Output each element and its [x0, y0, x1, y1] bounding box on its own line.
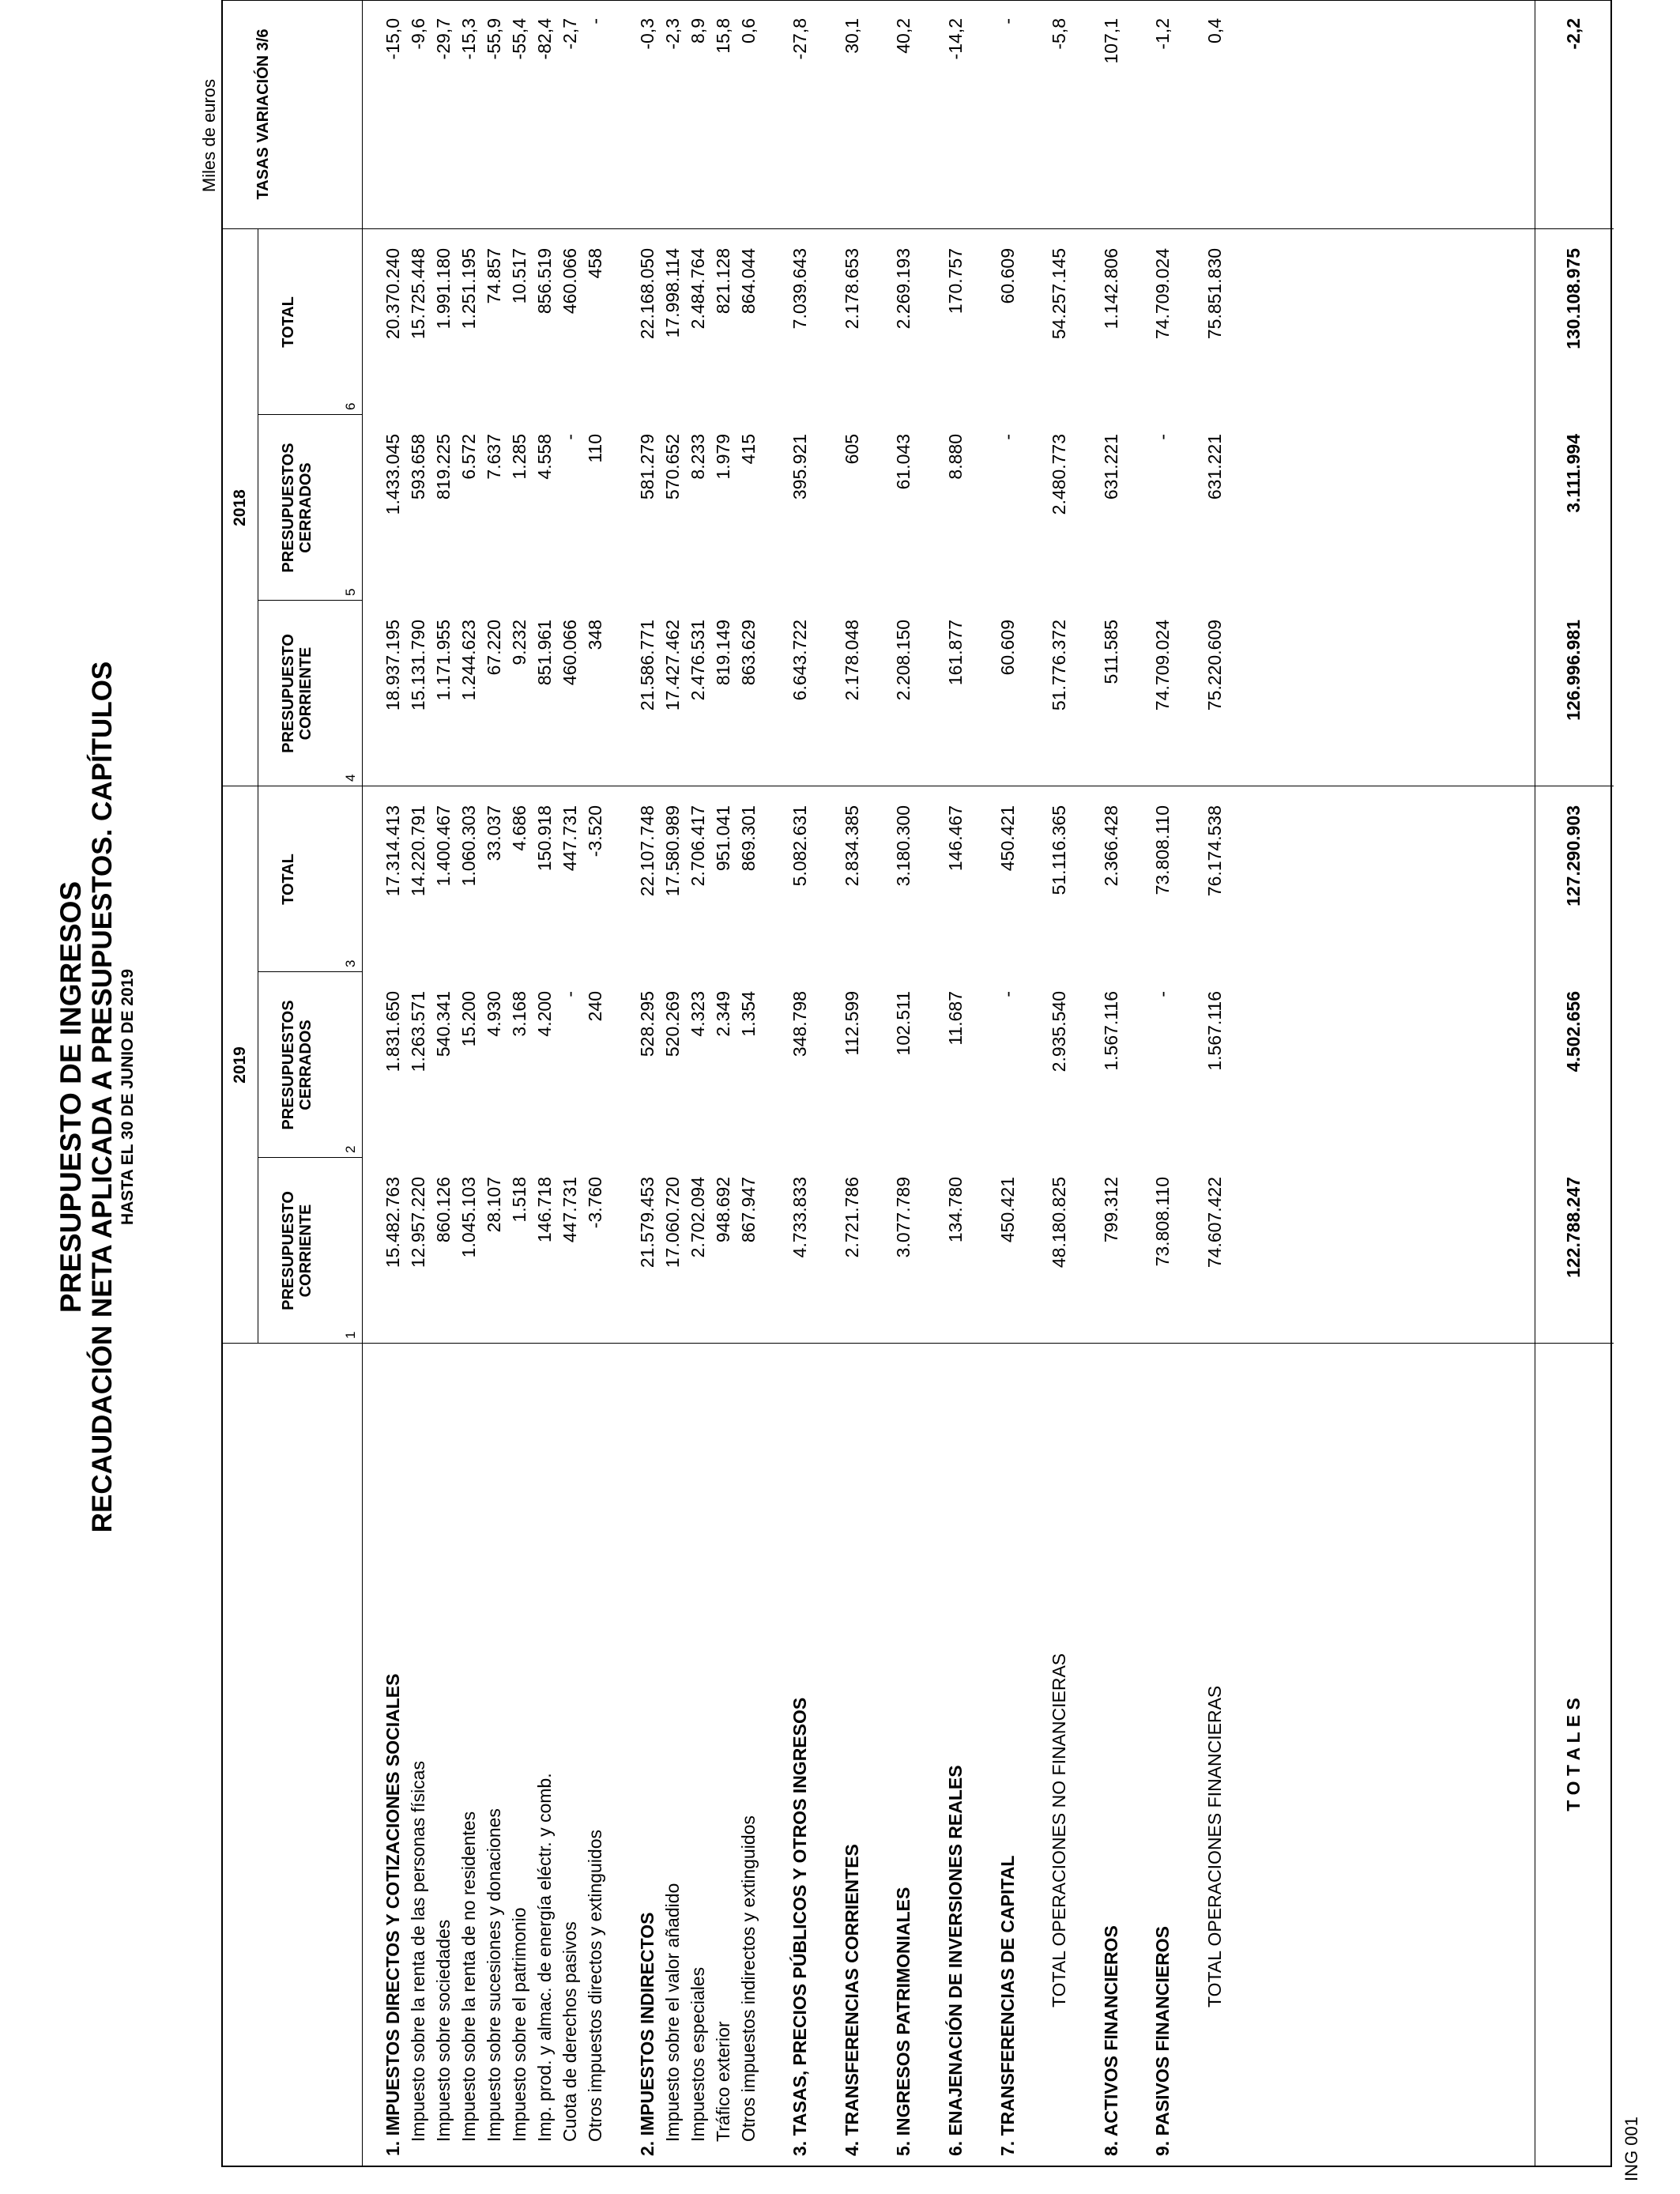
row-label: Impuesto sobre la renta de las personas físicas — [408, 1761, 428, 2142]
row-value: 240 — [585, 991, 605, 1022]
row-value: 15.200 — [458, 991, 479, 1047]
totals-rate: -2,2 — [1563, 18, 1584, 50]
row-value: 18.937.195 — [382, 620, 403, 711]
row-label: Cuota de derechos pasivos — [559, 1921, 580, 2142]
row-label: 6. ENAJENACIÓN DE INVERSIONES REALES — [945, 1765, 966, 2156]
subcolumn-divider-1 — [258, 1157, 362, 1158]
row-value: 74.709.024 — [1152, 620, 1173, 711]
row-rate: 0,4 — [1204, 18, 1225, 43]
row-value: 2.484.764 — [687, 248, 708, 330]
row-label: 2. IMPUESTOS INDIRECTOS — [636, 1912, 657, 2156]
totals-value: 4.502.656 — [1563, 991, 1584, 1072]
row-value: 819.225 — [433, 434, 454, 500]
row-value: 1.142.806 — [1100, 248, 1121, 330]
row-value: - — [559, 991, 580, 997]
row-value: 54.257.145 — [1049, 248, 1070, 340]
row-value: 415 — [737, 434, 759, 465]
row-label: 5. INGRESOS PATRIMONIALES — [893, 1887, 914, 2156]
row-rate: -82,4 — [534, 18, 555, 60]
row-value: 856.519 — [534, 248, 555, 315]
units-label: Miles de euros — [199, 79, 219, 193]
row-value: 458 — [585, 248, 605, 279]
row-rate: -5,8 — [1049, 18, 1070, 50]
column-index-5: 5 — [343, 588, 358, 596]
row-value: 146.467 — [945, 805, 966, 872]
row-rate: -1,2 — [1152, 18, 1173, 50]
column-header-1: PRESUPUESTO CORRIENTE — [280, 1191, 315, 1310]
row-value: 15.725.448 — [408, 248, 428, 340]
row-value: 2.706.417 — [687, 805, 708, 887]
row-value: 60.609 — [996, 248, 1018, 304]
row-value: 112.599 — [841, 991, 862, 1056]
column-index-3: 3 — [343, 959, 358, 967]
row-value: 2.476.531 — [687, 620, 708, 701]
row-value: 17.427.462 — [661, 620, 683, 711]
row-value: 33.037 — [484, 805, 504, 861]
row-value: 28.107 — [484, 1177, 504, 1233]
row-value: - — [996, 991, 1018, 997]
row-value: 2.349 — [712, 991, 733, 1037]
row-label: Impuestos especiales — [687, 1966, 708, 2142]
row-value: 867.947 — [737, 1177, 759, 1243]
row-value: 2.480.773 — [1049, 434, 1070, 515]
row-value: 948.692 — [712, 1177, 733, 1243]
row-value: 2.366.428 — [1100, 805, 1121, 887]
row-value: 2.702.094 — [687, 1177, 708, 1258]
row-value: 21.579.453 — [636, 1177, 657, 1269]
row-rate: -14,2 — [945, 18, 966, 60]
row-value: 11.687 — [945, 991, 966, 1046]
title-line-3: HASTA EL 30 DE JUNIO DE 2019 — [119, 968, 137, 1226]
totals-value: 126.996.981 — [1563, 620, 1584, 721]
row-value: 3.168 — [509, 991, 529, 1037]
row-value: 450.421 — [996, 805, 1018, 872]
column-index-6: 6 — [343, 402, 358, 410]
row-value: 1.979 — [712, 434, 733, 480]
row-value: 1.045.103 — [458, 1177, 479, 1258]
row-rate: -0,3 — [636, 18, 657, 50]
row-label: 9. PASIVOS FINANCIEROS — [1152, 1926, 1173, 2156]
row-rate: 30,1 — [841, 18, 862, 54]
row-value: 1.567.116 — [1100, 991, 1121, 1071]
row-label: Otros impuestos indirectos y extinguidos — [737, 1815, 759, 2142]
row-value: 67.220 — [484, 620, 504, 676]
row-value: 21.586.771 — [636, 620, 657, 711]
row-value: 75.220.609 — [1204, 620, 1225, 711]
row-value: 460.066 — [559, 620, 580, 686]
row-value: 3.180.300 — [893, 805, 914, 887]
row-value: 6.643.722 — [789, 620, 811, 701]
row-value: 2.178.653 — [841, 248, 862, 330]
row-value: 8.880 — [945, 434, 966, 480]
document-code: ING 001 — [1622, 2117, 1641, 2181]
totals-value: 122.788.247 — [1563, 1177, 1584, 1278]
row-value: 863.629 — [737, 620, 759, 686]
row-value: 460.066 — [559, 248, 580, 315]
row-value: 14.220.791 — [408, 805, 428, 897]
row-rate: -15,0 — [382, 18, 403, 60]
row-value: 581.279 — [636, 434, 657, 500]
row-value: 150.918 — [534, 805, 555, 872]
row-value: 1.251.195 — [458, 248, 479, 330]
document-titles — [55, 0, 138, 2194]
row-value: 4.323 — [687, 991, 708, 1037]
row-rate: -2,3 — [661, 18, 683, 50]
row-value: 1.991.180 — [433, 248, 454, 330]
column-header-6: TOTAL — [280, 296, 297, 348]
row-value: 1.518 — [509, 1177, 529, 1223]
row-value: 10.517 — [509, 248, 529, 304]
row-value: 1.263.571 — [408, 991, 428, 1072]
row-value: 4.930 — [484, 991, 504, 1037]
row-value: 17.314.413 — [382, 805, 403, 897]
row-label: 7. TRANSFERENCIAS DE CAPITAL — [996, 1855, 1018, 2156]
header-bottom-line — [362, 0, 363, 2166]
row-value: 161.877 — [945, 620, 966, 686]
row-value: 799.312 — [1100, 1177, 1121, 1243]
column-header-3: TOTAL — [280, 854, 297, 905]
row-value: 864.044 — [737, 248, 759, 315]
row-value: 51.116.365 — [1049, 805, 1070, 895]
row-value: 4.558 — [534, 434, 555, 480]
row-value: 1.171.955 — [433, 620, 454, 701]
row-value: 821.128 — [712, 248, 733, 315]
row-value: -3.520 — [585, 805, 605, 858]
row-value: -3.760 — [585, 1177, 605, 1229]
column-header-4: PRESUPUESTO CORRIENTE — [280, 634, 315, 753]
row-rate: 0,6 — [737, 18, 759, 43]
row-value: 860.126 — [433, 1177, 454, 1243]
row-value: 48.180.825 — [1049, 1177, 1070, 1269]
row-value: 8.233 — [687, 434, 708, 480]
row-value: 15.131.790 — [408, 620, 428, 711]
row-value: 951.041 — [712, 805, 733, 872]
row-label: Impuesto sobre el valor añadido — [661, 1883, 683, 2142]
totals-label: T O T A L E S — [1563, 1698, 1584, 1811]
row-value: 851.961 — [534, 620, 555, 686]
subcolumn-divider-5 — [258, 414, 362, 415]
column-index-1: 1 — [343, 1331, 358, 1339]
row-value: 73.808.110 — [1152, 805, 1173, 895]
row-rate: -55,4 — [509, 18, 529, 60]
row-rate: -27,8 — [789, 18, 811, 60]
row-value: 5.082.631 — [789, 805, 811, 887]
row-value: - — [1152, 434, 1173, 440]
row-label: 4. TRANSFERENCIAS CORRIENTES — [841, 1844, 862, 2156]
row-value: 74.607.422 — [1204, 1177, 1225, 1269]
rate-column-header: TASAS VARIACIÓN 3/6 — [254, 28, 272, 200]
subcolumn-divider-2 — [258, 971, 362, 972]
row-value: 75.851.830 — [1204, 248, 1225, 340]
row-value: 511.585 — [1100, 620, 1121, 684]
row-value: 9.232 — [509, 620, 529, 665]
row-rate: -9,6 — [408, 18, 428, 50]
row-value: 2.935.540 — [1049, 991, 1070, 1072]
row-label: TOTAL OPERACIONES FINANCIERAS — [1204, 1685, 1225, 2007]
column-header-2: PRESUPUESTOS CERRADOS — [280, 1000, 315, 1130]
row-value: 540.341 — [433, 991, 454, 1057]
row-value: 631.221 — [1204, 434, 1225, 500]
row-value: 348 — [585, 620, 605, 650]
row-label: Impuesto sobre el patrimonio — [509, 1907, 529, 2142]
row-rate: -15,3 — [458, 18, 479, 60]
row-value: 7.039.643 — [789, 248, 811, 330]
row-rate: - — [996, 18, 1018, 25]
row-rate: 107,1 — [1100, 18, 1121, 64]
row-label: Impuesto sobre sucesiones y donaciones — [484, 1808, 504, 2142]
row-label: Impuesto sobre sociedades — [433, 1919, 454, 2142]
row-value: 2.208.150 — [893, 620, 914, 701]
year-2019-header: 2019 — [231, 1046, 249, 1084]
totals-value: 130.108.975 — [1563, 248, 1584, 349]
row-label: TOTAL OPERACIONES NO FINANCIERAS — [1049, 1653, 1070, 2007]
row-value: 528.295 — [636, 991, 657, 1057]
row-value: 12.957.220 — [408, 1177, 428, 1269]
row-value: 17.060.720 — [661, 1177, 683, 1269]
row-value: 1.354 — [737, 991, 759, 1037]
row-value: 2.178.048 — [841, 620, 862, 701]
row-value: 570.652 — [661, 434, 683, 500]
row-value: 102.511 — [893, 991, 914, 1056]
row-value: 6.572 — [458, 434, 479, 480]
row-value: 17.580.989 — [661, 805, 683, 897]
year-2018-header: 2018 — [231, 489, 249, 526]
label-column-divider — [223, 1343, 1614, 1344]
row-value: - — [996, 434, 1018, 440]
row-value: 819.149 — [712, 620, 733, 686]
row-value: 15.482.763 — [382, 1177, 403, 1269]
row-rate: 15,8 — [712, 18, 733, 54]
row-value: 1.831.650 — [382, 991, 403, 1072]
revenue-table — [221, 0, 1612, 2167]
row-value: 7.637 — [484, 434, 504, 480]
row-rate: 40,2 — [893, 18, 914, 54]
row-label: Otros impuestos directos y extinguidos — [585, 1829, 605, 2142]
row-rate: -2,7 — [559, 18, 580, 50]
row-label: Tráfico exterior — [712, 2021, 733, 2142]
row-value: 20.370.240 — [382, 248, 403, 340]
row-value: 17.998.114 — [661, 248, 683, 338]
row-value: 1.567.116 — [1204, 991, 1225, 1071]
column-header-5: PRESUPUESTOS CERRADOS — [280, 443, 315, 573]
row-value: 110 — [585, 434, 605, 463]
row-value: 348.798 — [789, 991, 811, 1057]
totals-value: 127.290.903 — [1563, 805, 1584, 907]
row-value: 4.733.833 — [789, 1177, 811, 1258]
column-index-2: 2 — [343, 1145, 358, 1153]
row-rate: -55,9 — [484, 18, 504, 60]
title-line-2: RECAUDACIÓN NETA APLICADA A PRESUPUESTOS. CAPÍTULOS — [87, 661, 118, 1533]
row-value: - — [559, 434, 580, 440]
row-value: 447.731 — [559, 1177, 580, 1243]
row-value: 450.421 — [996, 1177, 1018, 1243]
row-value: 146.718 — [534, 1177, 555, 1243]
row-value: 4.686 — [509, 805, 529, 851]
row-value: 605 — [841, 434, 862, 465]
row-value: 520.269 — [661, 991, 683, 1057]
row-rate: -29,7 — [433, 18, 454, 60]
row-rate: - — [585, 18, 605, 25]
row-value: 1.060.303 — [458, 805, 479, 887]
row-value: 51.776.372 — [1049, 620, 1070, 711]
row-value: 1.244.623 — [458, 620, 479, 701]
row-value: 60.609 — [996, 620, 1018, 676]
row-value: 4.200 — [534, 991, 555, 1037]
row-value: 61.043 — [893, 434, 914, 490]
row-rate: 8,9 — [687, 18, 708, 43]
row-value: 134.780 — [945, 1177, 966, 1243]
row-value: 76.174.538 — [1204, 805, 1225, 897]
row-value: 73.808.110 — [1152, 1177, 1173, 1267]
row-value: - — [1152, 991, 1173, 997]
column-index-4: 4 — [343, 774, 358, 782]
row-value: 869.301 — [737, 805, 759, 872]
row-value: 1.285 — [509, 434, 529, 480]
rate-column-divider — [223, 228, 1614, 229]
row-label: Impuesto sobre la renta de no residentes — [458, 1811, 479, 2142]
row-value: 22.107.748 — [636, 805, 657, 897]
row-label: 1. IMPUESTOS DIRECTOS Y COTIZACIONES SOCIALES — [382, 1673, 403, 2156]
row-value: 631.221 — [1100, 434, 1121, 500]
row-value: 2.834.385 — [841, 805, 862, 887]
row-value: 74.709.024 — [1152, 248, 1173, 340]
row-label: 3. TASAS, PRECIOS PÚBLICOS Y OTROS INGRESOS — [789, 1697, 811, 2156]
row-value: 447.731 — [559, 805, 580, 872]
row-label: Imp. prod. y almac. de energía eléctr. y comb. — [534, 1773, 555, 2142]
subcolumn-divider-4 — [258, 600, 362, 601]
row-value: 1.433.045 — [382, 434, 403, 515]
row-value: 74.857 — [484, 248, 504, 304]
row-value: 3.077.789 — [893, 1177, 914, 1258]
row-value: 2.269.193 — [893, 248, 914, 330]
row-value: 1.400.467 — [433, 805, 454, 887]
totals-value: 3.111.994 — [1563, 434, 1584, 513]
row-value: 22.168.050 — [636, 248, 657, 340]
row-value: 2.721.786 — [841, 1177, 862, 1258]
row-label: 8. ACTIVOS FINANCIEROS — [1100, 1925, 1121, 2156]
title-line-1: PRESUPUESTO DE INGRESOS — [55, 880, 87, 1314]
row-value: 593.658 — [408, 434, 428, 500]
row-value: 170.757 — [945, 248, 966, 315]
row-value: 395.921 — [789, 434, 811, 500]
